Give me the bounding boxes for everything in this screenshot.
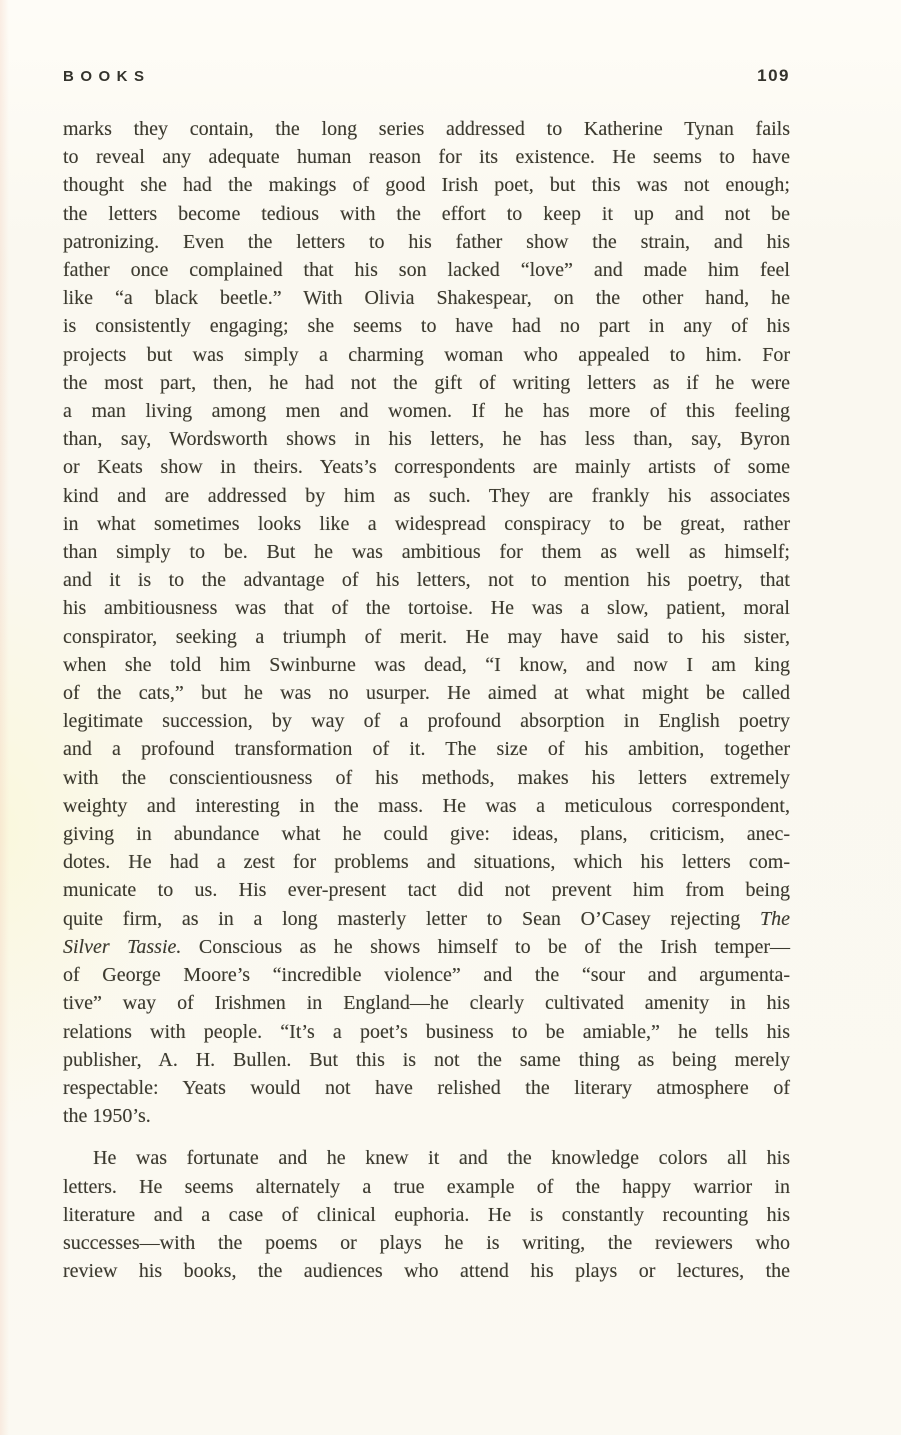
text-segment: and it is to the advantage of his letters, not to mention his poetry, that	[63, 569, 790, 592]
text-segment: his ambitiousness was that of the tortoise. He was a slow, patient, moral	[63, 597, 790, 620]
text-line	[63, 961, 790, 989]
text-segment: successes—with the poems or plays he is writing, the reviewers who	[63, 1231, 790, 1254]
text-segment: municate to us. His ever-present tact did not prevent him from being	[63, 879, 790, 902]
running-head-section-title: BOOKS	[63, 68, 151, 85]
text-line	[63, 312, 790, 340]
text-segment: the 1950’s.	[63, 1105, 151, 1128]
text-line	[63, 228, 790, 256]
text-line	[63, 397, 790, 425]
paragraph	[63, 1144, 790, 1285]
text-line	[63, 1144, 790, 1172]
text-line	[63, 989, 790, 1017]
text-segment: quite firm, as in a long masterly letter to Sean O’Casey rejecting	[63, 907, 760, 930]
text-line	[63, 1046, 790, 1074]
text-line	[63, 1018, 790, 1046]
text-line	[63, 256, 790, 284]
text-line	[63, 735, 790, 763]
text-segment: projects but was simply a charming woman who appealed to him. For	[63, 343, 790, 366]
text-segment: conspirator, seeking a triumph of merit. He may have said to his sister,	[63, 625, 790, 648]
text-line	[63, 200, 790, 228]
page-number: 109	[757, 66, 790, 85]
text-segment: thought she had the makings of good Irish poet, but this was not enough;	[63, 174, 790, 197]
running-head	[63, 66, 790, 86]
text-line	[63, 1173, 790, 1201]
text-line	[63, 876, 790, 904]
text-segment: than simply to be. But he was ambitious for them as well as himself;	[63, 541, 790, 564]
text-line	[63, 764, 790, 792]
text-segment: He was fortunate and he knew it and the knowledge colors all his	[93, 1147, 790, 1170]
text-line	[63, 566, 790, 594]
text-line	[63, 1102, 790, 1130]
text-segment: Conscious as he shows himself to be of the Irish temper—	[181, 935, 791, 958]
text-segment: literature and a case of clinical euphoria. He is constantly recounting his	[63, 1203, 790, 1226]
text-segment: like “a black beetle.” With Olivia Shakespear, on the other hand, he	[63, 287, 790, 310]
text-line	[63, 1074, 790, 1102]
text-segment: to reveal any adequate human reason for its existence. He seems to have	[63, 146, 790, 169]
text-line	[63, 594, 790, 622]
text-segment: weighty and interesting in the mass. He was a meticulous correspondent,	[63, 794, 790, 817]
text-line	[63, 1257, 790, 1285]
text-segment: is consistently engaging; she seems to have had no part in any of his	[63, 315, 790, 338]
text-line	[63, 453, 790, 481]
text-line	[63, 1229, 790, 1257]
paragraph	[63, 115, 790, 1130]
text-line	[63, 482, 790, 510]
text-line	[63, 1201, 790, 1229]
text-segment: patronizing. Even the letters to his father show the strain, and his	[63, 230, 790, 253]
text-line	[63, 679, 790, 707]
text-segment: relations with people. “It’s a poet’s business to be amiable,” he tells his	[63, 1020, 790, 1043]
text-segment: a man living among men and women. If he has more of this feeling	[63, 400, 790, 423]
text-segment: kind and are addressed by him as such. They are frankly his associates	[63, 484, 790, 507]
text-line	[63, 623, 790, 651]
text-line	[63, 171, 790, 199]
text-line	[63, 848, 790, 876]
text-segment: legitimate succession, by way of a profound absorption in English poetry	[63, 710, 790, 733]
text-line	[63, 341, 790, 369]
text-segment: in what sometimes looks like a widespread conspiracy to be great, rather	[63, 512, 790, 535]
text-segment: the letters become tedious with the effort to keep it up and not be	[63, 202, 790, 225]
text-line	[63, 538, 790, 566]
text-segment: and a profound transformation of it. The size of his ambition, together	[63, 738, 790, 761]
text-segment: of George Moore’s “incredible violence” and the “sour and argumenta-	[63, 964, 790, 987]
text-segment: dotes. He had a zest for problems and situations, which his letters com-	[63, 851, 790, 874]
italic-text-segment: Silver Tassie.	[63, 935, 182, 958]
text-line	[63, 143, 790, 171]
text-segment: giving in abundance what he could give: ideas, plans, criticism, anec-	[63, 823, 790, 846]
text-segment: review his books, the audiences who attend his plays or lectures, the	[63, 1260, 790, 1283]
text-line	[63, 115, 790, 143]
text-segment: or Keats show in theirs. Yeats’s correspondents are mainly artists of some	[63, 456, 790, 479]
page-body	[63, 115, 790, 1285]
text-segment: when she told him Swinburne was dead, “I know, and now I am king	[63, 653, 790, 676]
text-segment: tive” way of Irishmen in England—he clearly cultivated amenity in his	[63, 992, 790, 1015]
text-line	[63, 820, 790, 848]
text-line	[63, 933, 790, 961]
text-segment: publisher, A. H. Bullen. But this is not the same thing as being merely	[63, 1048, 790, 1071]
text-line	[63, 510, 790, 538]
text-line	[63, 425, 790, 453]
text-line	[63, 651, 790, 679]
text-line	[63, 707, 790, 735]
text-line	[63, 792, 790, 820]
text-segment: with the conscientiousness of his methods, makes his letters extremely	[63, 766, 790, 789]
text-segment: respectable: Yeats would not have relished the literary atmosphere of	[63, 1076, 790, 1099]
text-segment: the most part, then, he had not the gift of writing letters as if he were	[63, 371, 790, 394]
italic-text-segment: The	[760, 907, 790, 930]
text-line	[63, 905, 790, 933]
text-line	[63, 369, 790, 397]
text-segment: father once complained that his son lacked “love” and made him feel	[63, 259, 790, 282]
text-segment: of the cats,” but he was no usurper. He aimed at what might be called	[63, 682, 790, 705]
text-segment: marks they contain, the long series addressed to Katherine Tynan fails	[63, 118, 790, 140]
text-line	[63, 284, 790, 312]
text-segment: letters. He seems alternately a true example of the happy warrior in	[63, 1175, 790, 1198]
text-segment: than, say, Wordsworth shows in his letters, he has less than, say, Byron	[63, 428, 790, 451]
